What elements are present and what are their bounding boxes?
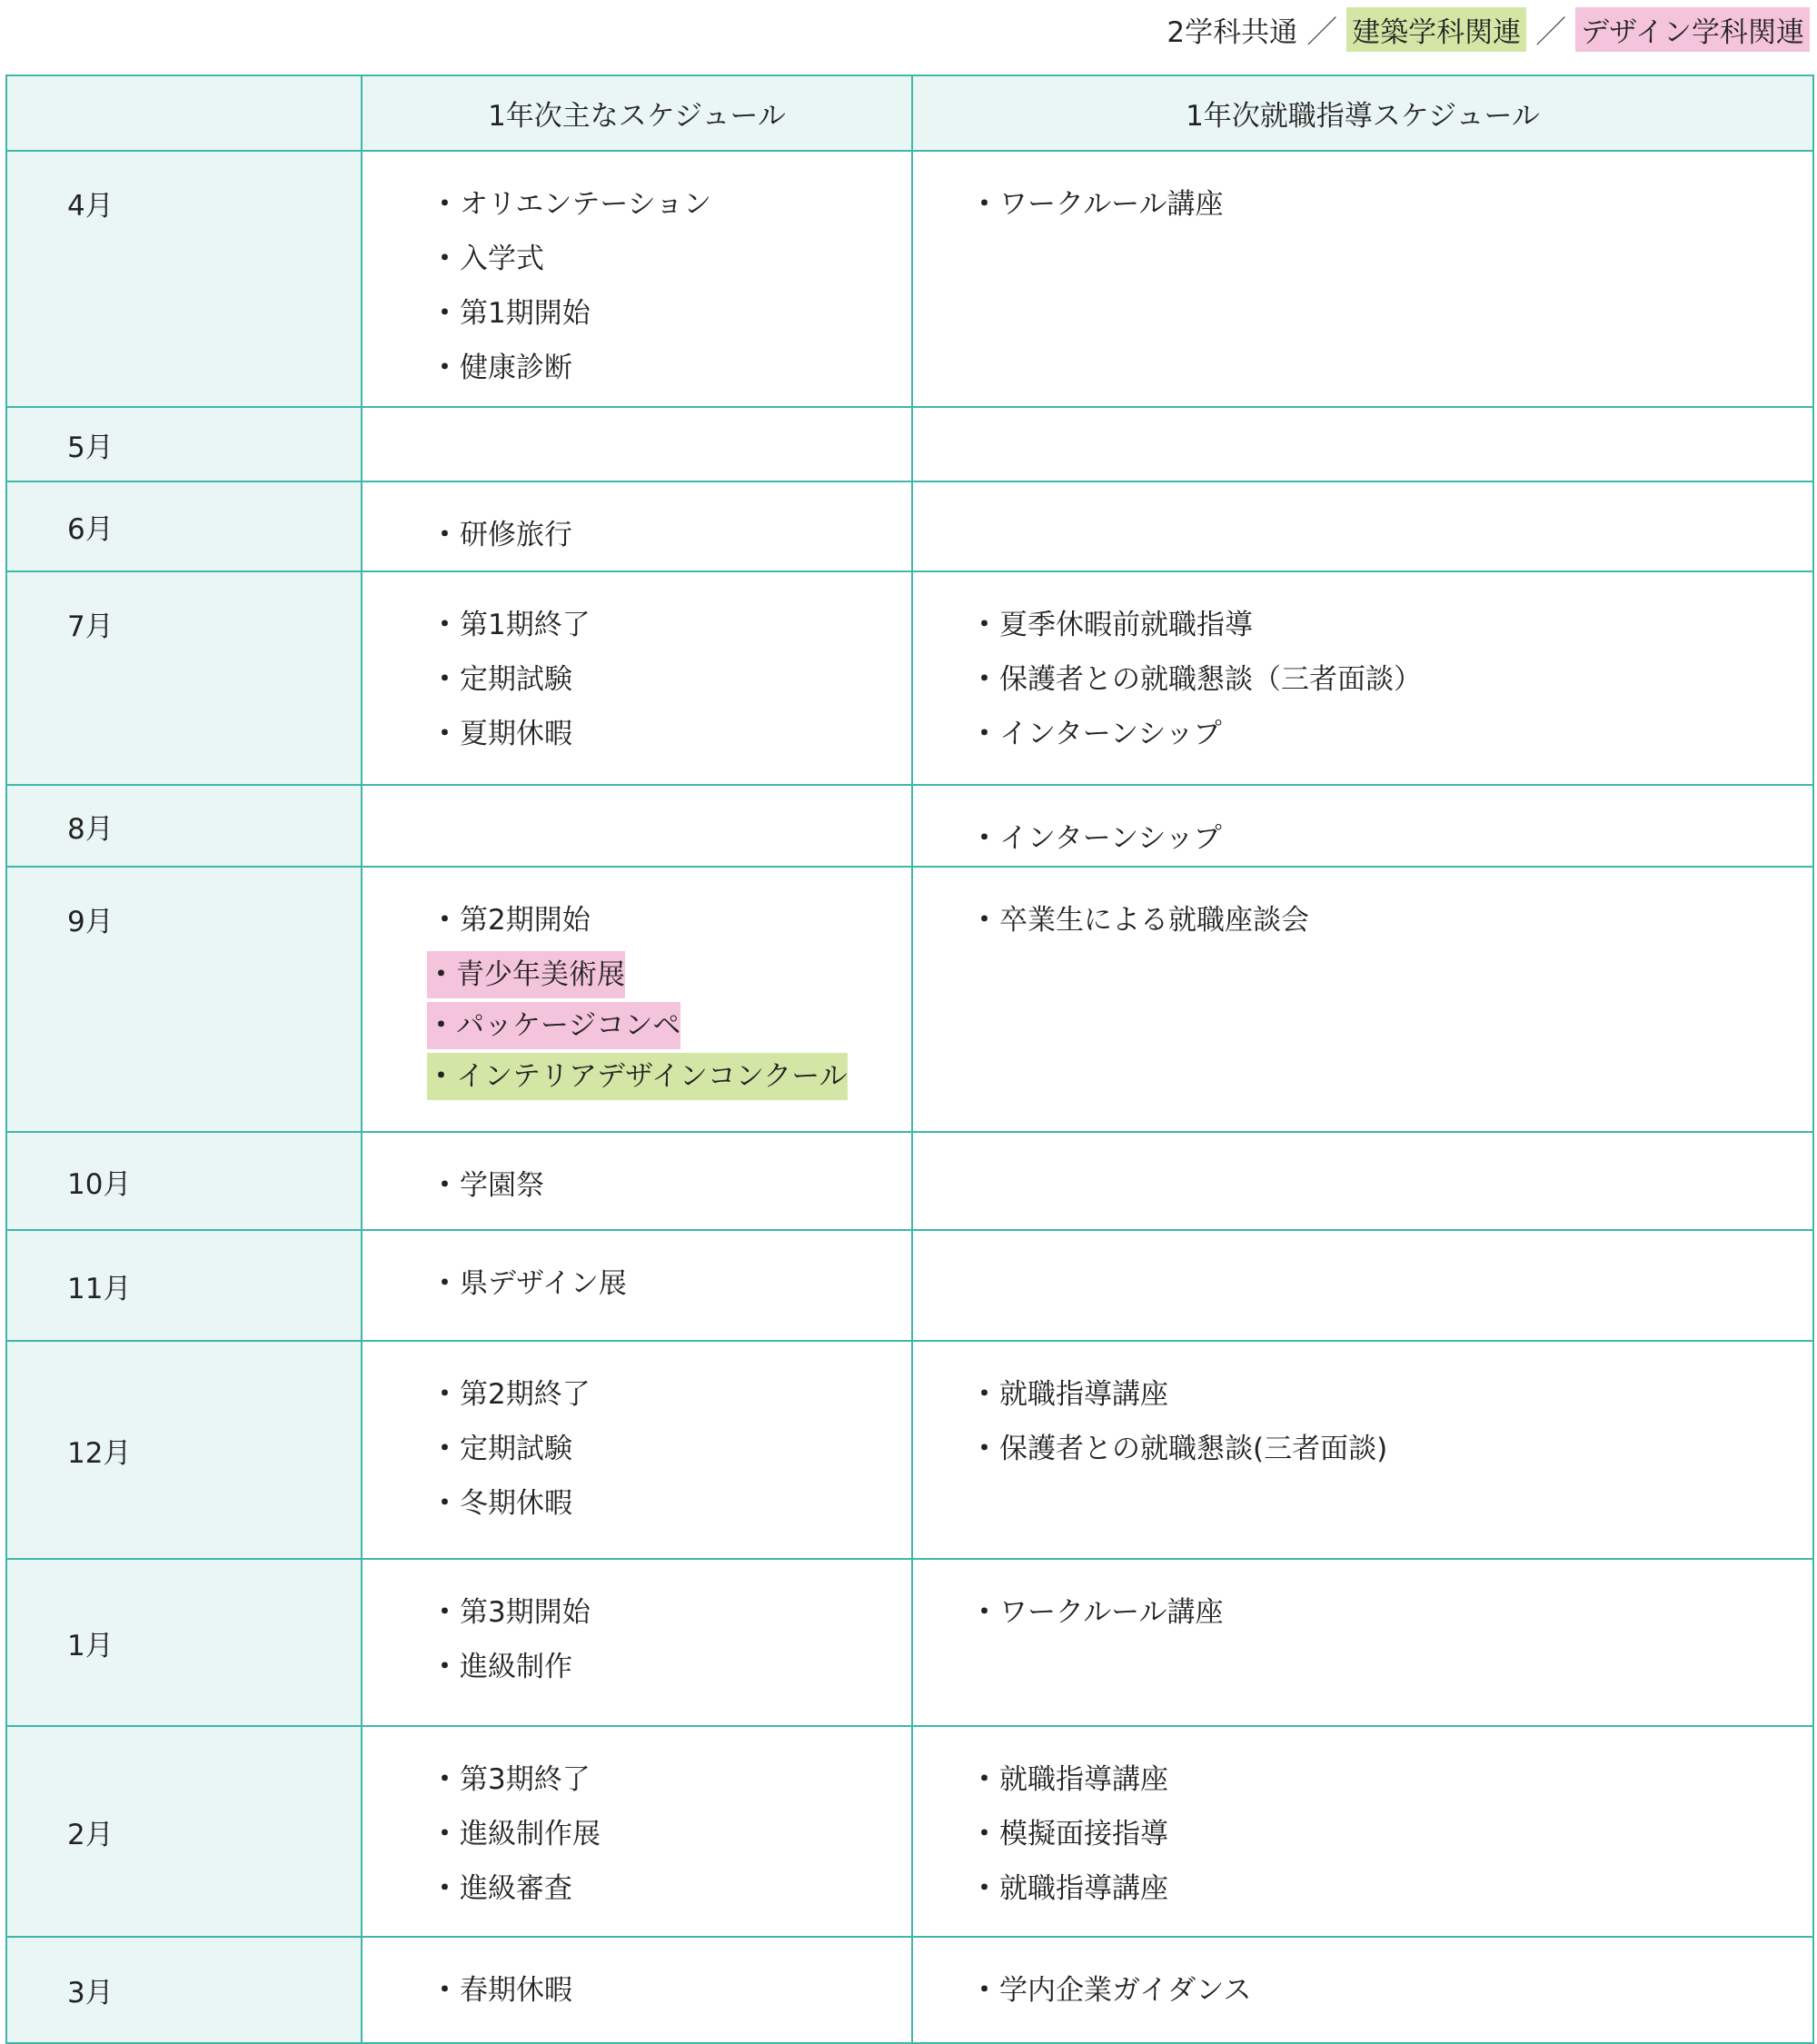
- job-item-list: [913, 408, 1812, 433]
- month-cell: [6, 867, 362, 1132]
- list-item: [431, 232, 911, 286]
- main-item-list: [362, 1727, 911, 1916]
- legend-separator: ／: [1535, 14, 1567, 51]
- table-row: [6, 481, 1813, 571]
- month-cell: [6, 1726, 362, 1937]
- job-item-list: [913, 1560, 1812, 1640]
- main-schedule-cell: [362, 571, 912, 785]
- main-schedule-cell: [362, 1937, 912, 2043]
- table-row: [6, 1132, 1813, 1230]
- job-schedule-cell: [912, 867, 1813, 1132]
- item-text: 県デザイン展: [460, 1267, 627, 1300]
- job-schedule-cell: [912, 785, 1813, 867]
- month-label: 11月: [67, 1272, 132, 1305]
- bullet: ・: [970, 1763, 998, 1796]
- bullet: ・: [431, 297, 459, 330]
- item-text: 第3期開始: [460, 1596, 591, 1629]
- bullet: ・: [431, 1818, 459, 1851]
- bullet: ・: [431, 1596, 459, 1629]
- legend: [1167, 5, 1810, 53]
- bullet: ・: [431, 663, 459, 696]
- table-row: [6, 1559, 1813, 1726]
- list-item: [970, 1422, 1812, 1476]
- bullet: ・: [970, 1433, 998, 1465]
- main-item-list: [362, 1342, 911, 1531]
- table-row: [6, 785, 1813, 867]
- header-month: [6, 75, 362, 151]
- job-schedule-cell: [912, 1341, 1813, 1559]
- item-text: 研修旅行: [460, 519, 572, 551]
- month-cell: [6, 1559, 362, 1726]
- job-item-list: [913, 482, 1812, 508]
- item-text: インターンシップ: [999, 822, 1222, 855]
- main-item-list: [362, 408, 911, 433]
- item-text: 健康診断: [460, 352, 572, 384]
- list-item: [431, 1367, 911, 1422]
- list-item: [970, 1963, 1812, 2018]
- month-label: 9月: [67, 906, 114, 938]
- list-item: [427, 1053, 848, 1100]
- list-item: [431, 1585, 911, 1640]
- list-item: [970, 1585, 1812, 1640]
- list-item: [431, 1256, 911, 1311]
- bullet: ・: [431, 1651, 459, 1683]
- item-text: 定期試験: [460, 663, 572, 696]
- job-item-list: [913, 786, 1812, 866]
- main-item-list: [362, 868, 911, 1100]
- main-schedule-cell: [362, 1559, 912, 1726]
- bullet: ・: [970, 1872, 998, 1905]
- legend-architecture: 建築学科関連: [1346, 7, 1526, 52]
- bullet: ・: [431, 1267, 459, 1300]
- job-item-list: [913, 1133, 1812, 1158]
- table-row: [6, 1726, 1813, 1937]
- bullet: ・: [431, 1763, 459, 1796]
- month-label: 4月: [67, 190, 114, 223]
- bullet: ・: [431, 188, 459, 221]
- list-item: [970, 893, 1812, 948]
- month-cell: [6, 1230, 362, 1341]
- job-schedule-cell: [912, 151, 1813, 407]
- list-item: [970, 652, 1812, 707]
- job-item-list: [913, 868, 1812, 948]
- bullet: ・: [431, 1974, 459, 2007]
- item-text: 夏期休暇: [460, 718, 572, 750]
- main-schedule-cell: [362, 785, 912, 867]
- item-text: 就職指導講座: [999, 1872, 1168, 1905]
- bullet: ・: [970, 904, 998, 937]
- bullet: ・: [431, 243, 459, 275]
- list-item: [970, 1861, 1812, 1916]
- month-label: 2月: [67, 1818, 114, 1851]
- list-item: [970, 1367, 1812, 1422]
- bullet: ・: [970, 822, 998, 855]
- header-main-schedule: 1年次主なスケジュール: [362, 75, 912, 151]
- item-text: 青少年美術展: [456, 958, 625, 991]
- main-schedule-cell: [362, 151, 912, 407]
- month-label: 7月: [67, 610, 114, 643]
- month-label: 10月: [67, 1167, 132, 1201]
- list-item: [431, 1861, 911, 1916]
- list-item: [970, 1807, 1812, 1861]
- bullet: ・: [970, 609, 998, 641]
- month-label: 1月: [67, 1629, 114, 1662]
- schedule-table: [5, 74, 1814, 2044]
- item-text: 冬期休暇: [460, 1487, 572, 1520]
- item-text: 進級審査: [460, 1872, 572, 1905]
- table-row: [6, 407, 1813, 481]
- item-text: 進級制作展: [460, 1818, 601, 1851]
- item-text: 第3期終了: [460, 1763, 591, 1796]
- list-item: [970, 598, 1812, 652]
- month-label: 6月: [67, 513, 114, 546]
- month-label: 8月: [67, 812, 114, 846]
- table-row: [6, 571, 1813, 785]
- job-item-list: [913, 1938, 1812, 2018]
- item-text: ワークルール講座: [999, 188, 1224, 221]
- job-schedule-cell: [912, 481, 1813, 571]
- month-cell: [6, 1937, 362, 2043]
- table-header-row: [6, 75, 1813, 151]
- job-item-list: [913, 1231, 1812, 1256]
- bullet: ・: [431, 1433, 459, 1465]
- bullet: ・: [431, 1487, 459, 1520]
- header-job-schedule: 1年次就職指導スケジュール: [912, 75, 1813, 151]
- main-schedule-cell: [362, 481, 912, 571]
- bullet: ・: [431, 1169, 459, 1202]
- job-item-list: [913, 152, 1812, 232]
- list-item: [970, 177, 1812, 232]
- month-cell: [6, 785, 362, 867]
- list-item: [431, 1752, 911, 1807]
- bullet: ・: [431, 519, 459, 551]
- bullet: ・: [970, 1974, 998, 2007]
- item-text: ワークルール講座: [999, 1596, 1224, 1629]
- list-item: [431, 1963, 911, 2018]
- bullet: ・: [970, 188, 998, 221]
- list-item: [431, 1807, 911, 1861]
- item-text: 第1期終了: [460, 609, 591, 641]
- item-text: 第1期開始: [460, 297, 591, 330]
- item-text: インテリアデザインコンクール: [456, 1060, 848, 1093]
- list-item: [970, 811, 1812, 866]
- job-item-list: [913, 572, 1812, 761]
- job-schedule-cell: [912, 1937, 1813, 2043]
- month-label: 5月: [67, 431, 114, 464]
- month-cell: [6, 151, 362, 407]
- legend-separator: ／: [1306, 14, 1338, 51]
- list-item: [431, 893, 911, 948]
- item-text: 学内企業ガイダンス: [999, 1974, 1252, 2007]
- item-text: 保護者との就職懇談(三者面談): [999, 1433, 1388, 1465]
- main-item-list: [362, 152, 911, 395]
- job-schedule-cell: [912, 1559, 1813, 1726]
- item-text: 就職指導講座: [999, 1378, 1168, 1411]
- list-item: [431, 341, 911, 395]
- bullet: ・: [431, 904, 459, 937]
- table-row: [6, 1230, 1813, 1341]
- table-body: [6, 151, 1813, 2043]
- main-item-list: [362, 1938, 911, 2018]
- month-cell: [6, 1341, 362, 1559]
- item-text: インターンシップ: [999, 718, 1222, 750]
- item-text: 第2期開始: [460, 904, 591, 937]
- list-item: [431, 598, 911, 652]
- list-item: [431, 1422, 911, 1476]
- item-text: 第2期終了: [460, 1378, 591, 1411]
- bullet: ・: [970, 663, 998, 696]
- table-row: [6, 1937, 1813, 2043]
- bullet: ・: [427, 958, 455, 991]
- item-text: 進級制作: [460, 1651, 572, 1683]
- list-item: [431, 286, 911, 341]
- main-schedule-cell: [362, 1726, 912, 1937]
- bullet: ・: [431, 1872, 459, 1905]
- item-text: 就職指導講座: [999, 1763, 1168, 1796]
- bullet: ・: [431, 609, 459, 641]
- bullet: ・: [431, 1378, 459, 1411]
- list-item: [431, 1158, 911, 1213]
- item-text: 保護者との就職懇談（三者面談）: [999, 663, 1422, 696]
- main-item-list: [362, 572, 911, 761]
- job-schedule-cell: [912, 1230, 1813, 1341]
- item-text: 卒業生による就職座談会: [999, 904, 1309, 937]
- item-text: 模擬面接指導: [999, 1818, 1168, 1851]
- item-text: 入学式: [460, 243, 544, 275]
- main-item-list: [362, 786, 911, 811]
- list-item: [427, 951, 625, 998]
- main-item-list: [362, 1133, 911, 1213]
- legend-common: 2学科共通: [1167, 15, 1298, 49]
- bullet: ・: [970, 1596, 998, 1629]
- main-item-list: [362, 1560, 911, 1694]
- bullet: ・: [427, 1009, 455, 1042]
- item-text: 春期休暇: [460, 1974, 572, 2007]
- main-schedule-cell: [362, 1132, 912, 1230]
- job-item-list: [913, 1727, 1812, 1916]
- month-cell: [6, 481, 362, 571]
- bullet: ・: [970, 1818, 998, 1851]
- list-item: [431, 177, 911, 232]
- list-item: [970, 1752, 1812, 1807]
- main-schedule-cell: [362, 867, 912, 1132]
- table-row: [6, 1341, 1813, 1559]
- list-item: [431, 1640, 911, 1694]
- bullet: ・: [970, 718, 998, 750]
- job-schedule-cell: [912, 407, 1813, 481]
- main-schedule-cell: [362, 1341, 912, 1559]
- table-row: [6, 151, 1813, 407]
- bullet: ・: [431, 352, 459, 384]
- bullet: ・: [427, 1060, 455, 1093]
- job-item-list: [913, 1342, 1812, 1476]
- job-schedule-cell: [912, 1726, 1813, 1937]
- list-item: [431, 707, 911, 761]
- main-item-list: [362, 1231, 911, 1311]
- month-label: 3月: [67, 1977, 114, 2009]
- main-schedule-cell: [362, 407, 912, 481]
- list-item: [431, 508, 911, 562]
- list-item: [431, 652, 911, 707]
- job-schedule-cell: [912, 571, 1813, 785]
- main-schedule-cell: [362, 1230, 912, 1341]
- list-item: [427, 1002, 680, 1049]
- list-item: [970, 707, 1812, 761]
- month-cell: [6, 571, 362, 785]
- month-cell: [6, 1132, 362, 1230]
- table-row: [6, 867, 1813, 1132]
- item-text: 学園祭: [460, 1169, 544, 1202]
- month-label: 12月: [67, 1436, 132, 1470]
- item-text: 夏季休暇前就職指導: [999, 609, 1253, 641]
- bullet: ・: [970, 1378, 998, 1411]
- item-text: 定期試験: [460, 1433, 572, 1465]
- month-cell: [6, 407, 362, 481]
- legend-design: デザイン学科関連: [1575, 7, 1810, 52]
- bullet: ・: [431, 718, 459, 750]
- main-item-list: [362, 482, 911, 562]
- job-schedule-cell: [912, 1132, 1813, 1230]
- item-text: パッケージコンペ: [456, 1009, 681, 1042]
- list-item: [431, 1476, 911, 1531]
- item-text: オリエンテーション: [460, 188, 712, 221]
